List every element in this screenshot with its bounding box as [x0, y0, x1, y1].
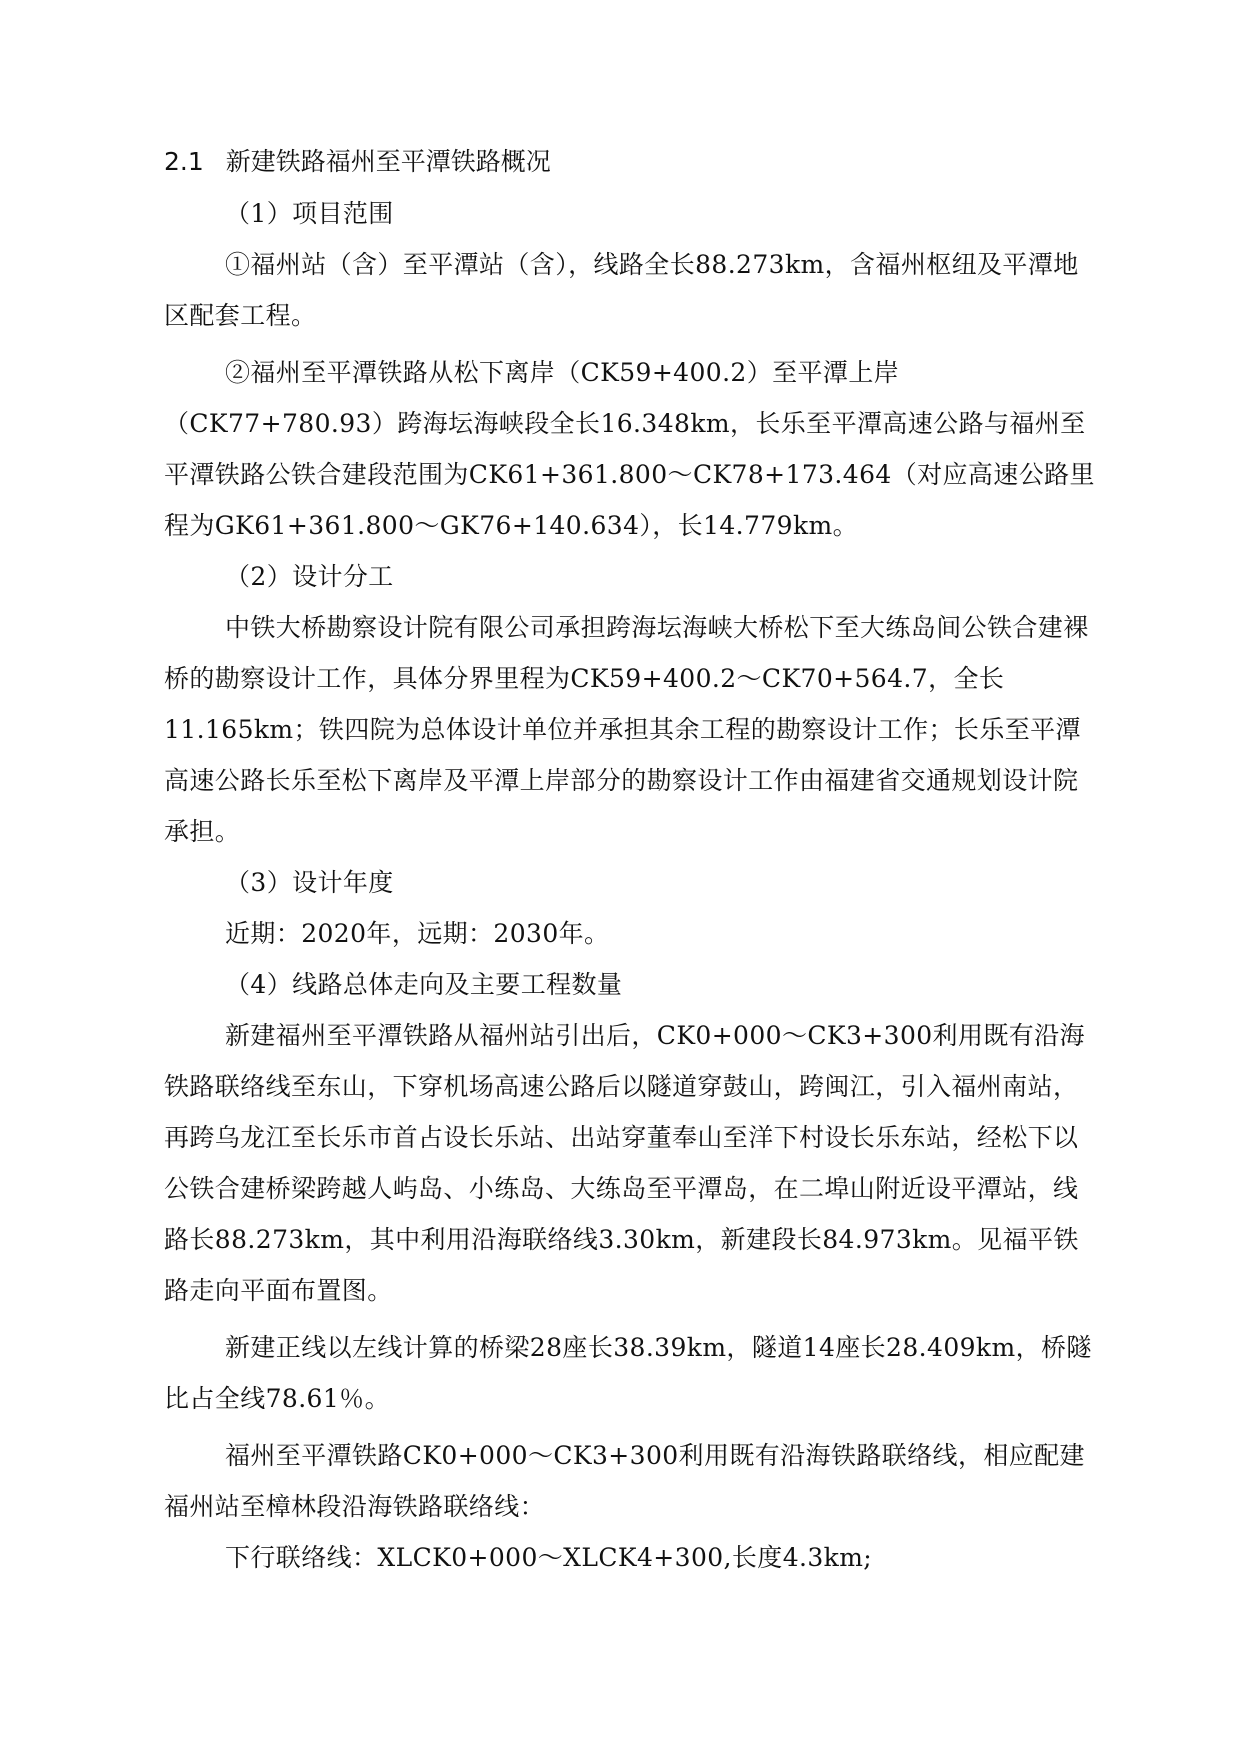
paragraph-connection-line: 福州至平潭铁路CK0+000～CK3+300利用既有沿海铁路联络线，相应配建福州站至樟林段沿海铁路联络线： — [164, 1441, 1085, 1521]
paragraph-design-division: 中铁大桥勘察设计院有限公司承担跨海坛海峡大桥松下至大练岛间公铁合建裸桥的勘察设计工作，具体分界里程为CK59+400.2～CK70+564.7，全长11.165km；铁四院为总体设计单位并承担其余工程的勘察设计工作；长乐至平潭高速公路长乐至松下离岸及平潭上岸部分的勘察设计工作由福建省交通规划设计院承担。 — [164, 613, 1089, 846]
paragraph-design-year: 近期：2020年，远期：2030年。 — [225, 919, 610, 948]
subheading-route-quantities: （4）线路总体走向及主要工程数量 — [225, 970, 623, 999]
paragraph-station-range: ①福州站（含）至平潭站（含），线路全长88.273km，含福州枢纽及平潭地区配套工程。 — [164, 250, 1079, 330]
subheading-scope: （1）项目范围 — [225, 199, 394, 228]
section-heading — [164, 144, 551, 180]
section-title: 新建铁路福州至平潭铁路概况 — [225, 147, 551, 176]
paragraph-down-line: 下行联络线：XLCK0+000～XLCK4+300,长度4.3km; — [225, 1543, 873, 1572]
paragraph-route: 新建福州至平潭铁路从福州站引出后，CK0+000～CK3+300利用既有沿海铁路联络线至东山，下穿机场高速公路后以隧道穿鼓山，跨闽江，引入福州南站，再跨乌龙江至长乐市首占设长乐站、出站穿董奉山至洋下村设长乐东站，经松下以公铁合建桥梁跨越人屿岛、小练岛、大练岛至平潭岛，在二埠山附近设平潭站，线路长88.273km，其中利用沿海联络线3.30km，新建段长84.973km。见福平铁路走向平面布置图。 — [164, 1021, 1085, 1305]
subheading-design-year: （3）设计年度 — [225, 868, 394, 897]
section-body — [164, 188, 1099, 1583]
subheading-design-division: （2）设计分工 — [225, 562, 394, 591]
paragraph-bridge-tunnel: 新建正线以左线计算的桥梁28座长38.39km，隧道14座长28.409km，桥隧比占全线78.61％。 — [164, 1333, 1092, 1413]
section-number: 2.1 — [164, 147, 204, 176]
paragraph-strait-section: ②福州至平潭铁路从松下离岸（CK59+400.2）至平潭上岸（CK77+780.93）跨海坛海峡段全长16.348km，长乐至平潭高速公路与福州至平潭铁路公铁合建段范围为CK61+361.800～CK78+173.464（对应高速公路里程为GK61+361.800～GK76+140.634），长14.779km。 — [164, 358, 1095, 540]
